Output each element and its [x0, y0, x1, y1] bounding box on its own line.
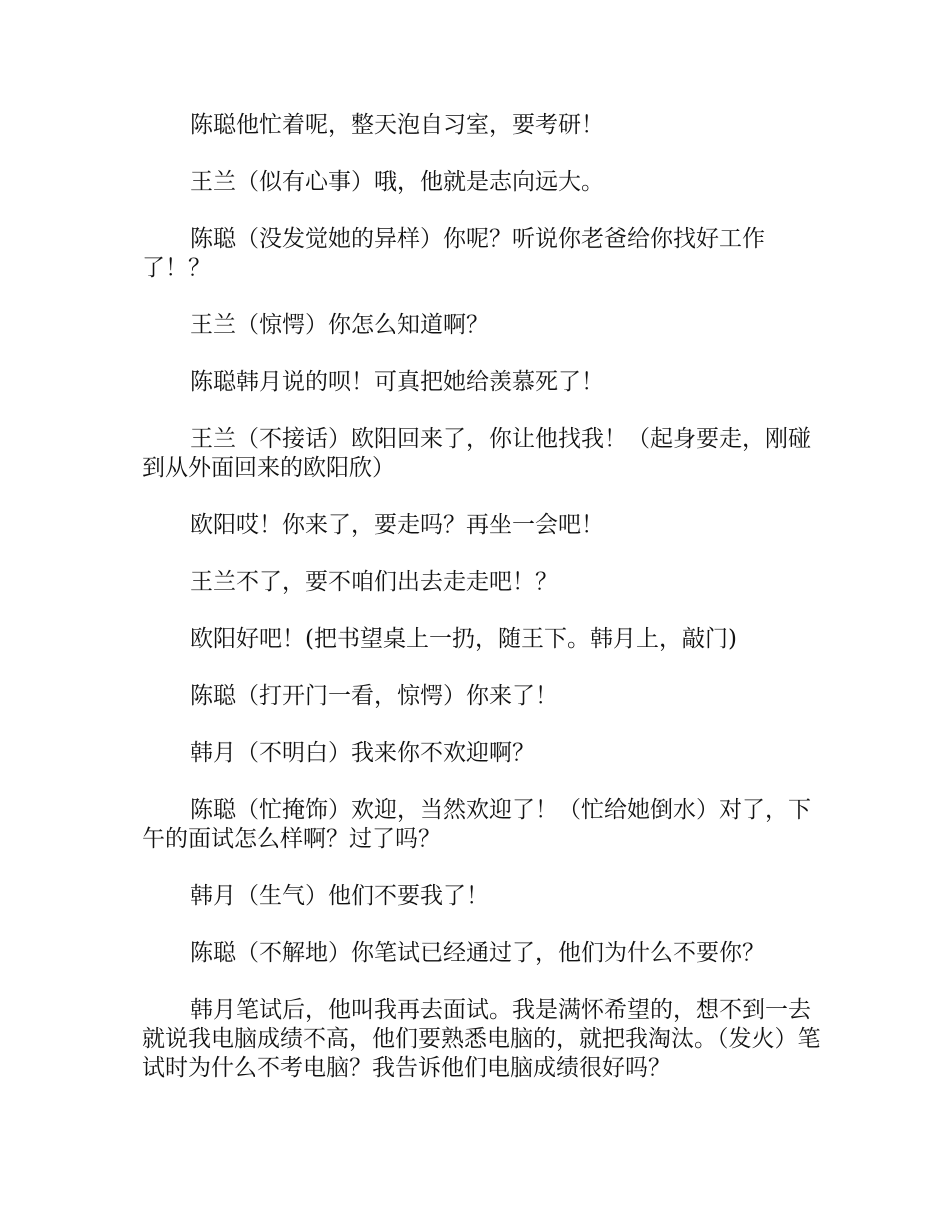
- dialogue-line: 陈聪韩月说的呗！可真把她给羡慕死了！: [190, 369, 604, 395]
- dialogue-line: 欧阳哎！你来了，要走吗？再坐一会吧！: [190, 512, 604, 538]
- dialogue-line: 韩月笔试后，他叫我再去面试。我是满怀希望的，想不到一去就说我电脑成绩不高，他们要熟悉电脑的，就把我淘汰。（发火）笔试时为什么不考电脑？我告诉他们电脑成绩很好吗？: [142, 997, 821, 1081]
- dialogue-line: 陈聪（打开门一看，惊愕）你来了！: [190, 683, 558, 709]
- dialogue-line: 王兰不了，要不咱们出去走走吧！？: [190, 569, 558, 595]
- script-body: [142, 111, 832, 1111]
- dialogue-line: 王兰（不接话）欧阳回来了，你让他找我！（起身要走，刚碰到从外面回来的欧阳欣）: [142, 426, 811, 481]
- dialogue-line: 陈聪（没发觉她的异样）你呢？听说你老爸给你找好工作了！？: [142, 226, 765, 281]
- dialogue-line: 王兰（似有心事）哦，他就是志向远大。: [190, 169, 604, 195]
- dialogue-line: 陈聪他忙着呢，整天泡自习室，要考研！: [190, 112, 604, 138]
- dialogue-line: 王兰（惊愕）你怎么知道啊？: [190, 312, 489, 338]
- dialogue-line: 韩月（不明白）我来你不欢迎啊？: [190, 740, 535, 766]
- dialogue-line: 欧阳好吧！(把书望桌上一扔，随王下。韩月上，敲门): [190, 626, 737, 652]
- dialogue-line: 韩月（生气）他们不要我了！: [190, 883, 489, 909]
- dialogue-line: 陈聪（不解地）你笔试已经通过了，他们为什么不要你？: [190, 940, 765, 966]
- dialogue-line: 陈聪（忙掩饰）欢迎，当然欢迎了！（忙给她倒水）对了，下午的面试怎么样啊？过了吗？: [142, 797, 811, 852]
